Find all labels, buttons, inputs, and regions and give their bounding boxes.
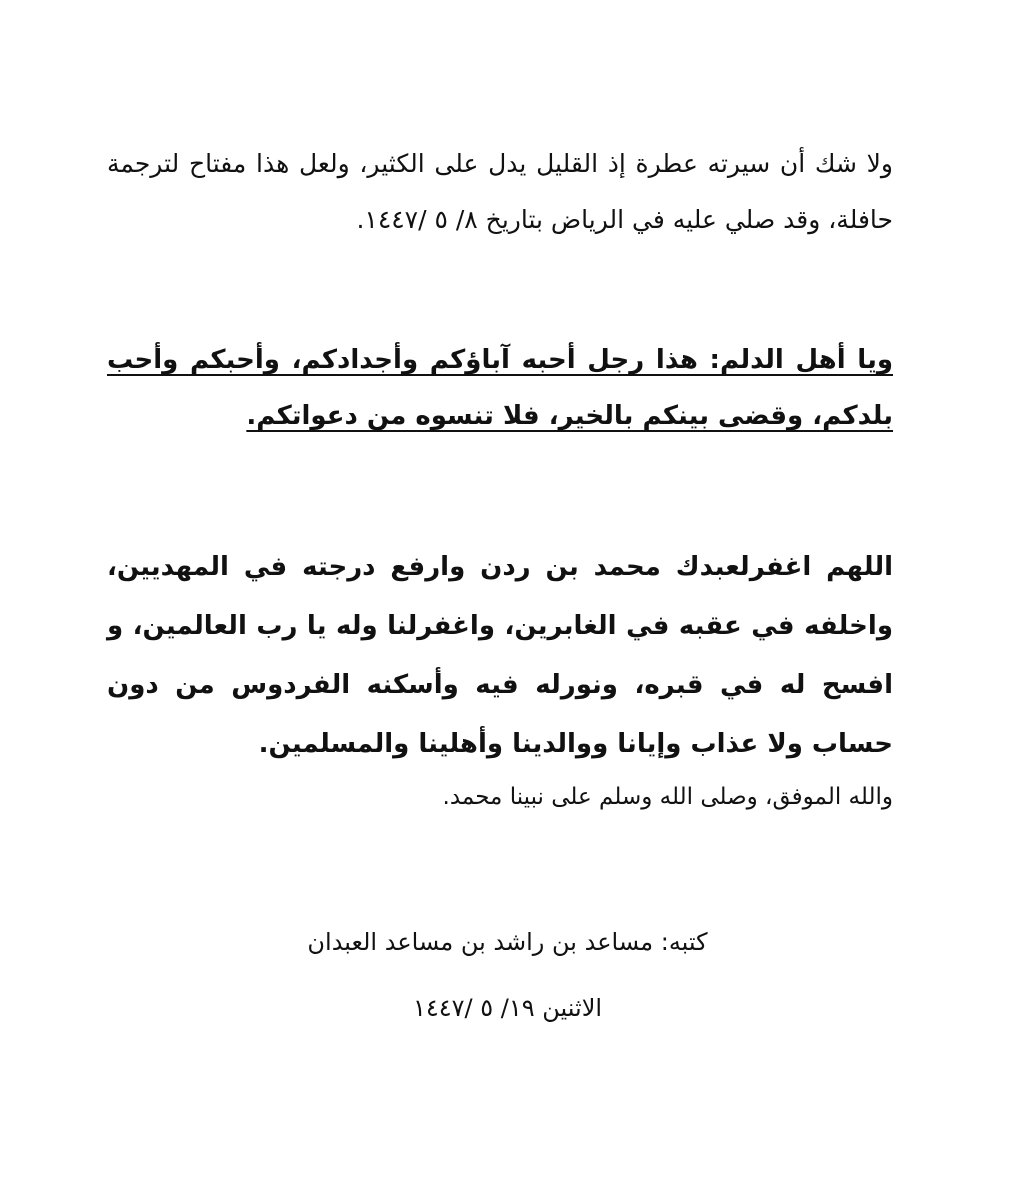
- paragraph-address-to-dalam: [107, 332, 893, 444]
- paragraph-prayer: اللهم اغفرلعبدك محمد بن ردن وارفع درجته في المهديين، واخلفه في عقبه في الغابرين، واغفرلنا وله يا رب العالمين، و افسح له في قبره، ونورله فيه وأسكنه الفردوس من دون حساب ولا عذاب وإيانا ووالدينا وأهلينا والمسلمين.: [107, 552, 893, 759]
- signature-author: كتبه: مساعد بن راشد بن مساعد العبدان: [307, 928, 708, 956]
- paragraph-biography-note: ولا شك أن سيرته عطرة إذ القليل يدل على الكثير، ولعل هذا مفتاح لترجمة حافلة، وقد صلي عليه في الرياض بتاريخ ٨/ ٥ /١٤٤٧.: [107, 149, 893, 234]
- paragraph-closing: والله الموفق، وصلى الله وسلم على نبينا محمد.: [442, 784, 893, 810]
- underlined-text: ويا أهل الدلم: هذا رجل أحبه آباؤكم وأجدادكم، وأحبكم وأحب بلدكم، وقضى بينكم بالخير، فلا تنسوه من دعواتكم.: [107, 345, 893, 431]
- signature-date: الاثنين ١٩/ ٥ /١٤٤٧: [412, 994, 603, 1022]
